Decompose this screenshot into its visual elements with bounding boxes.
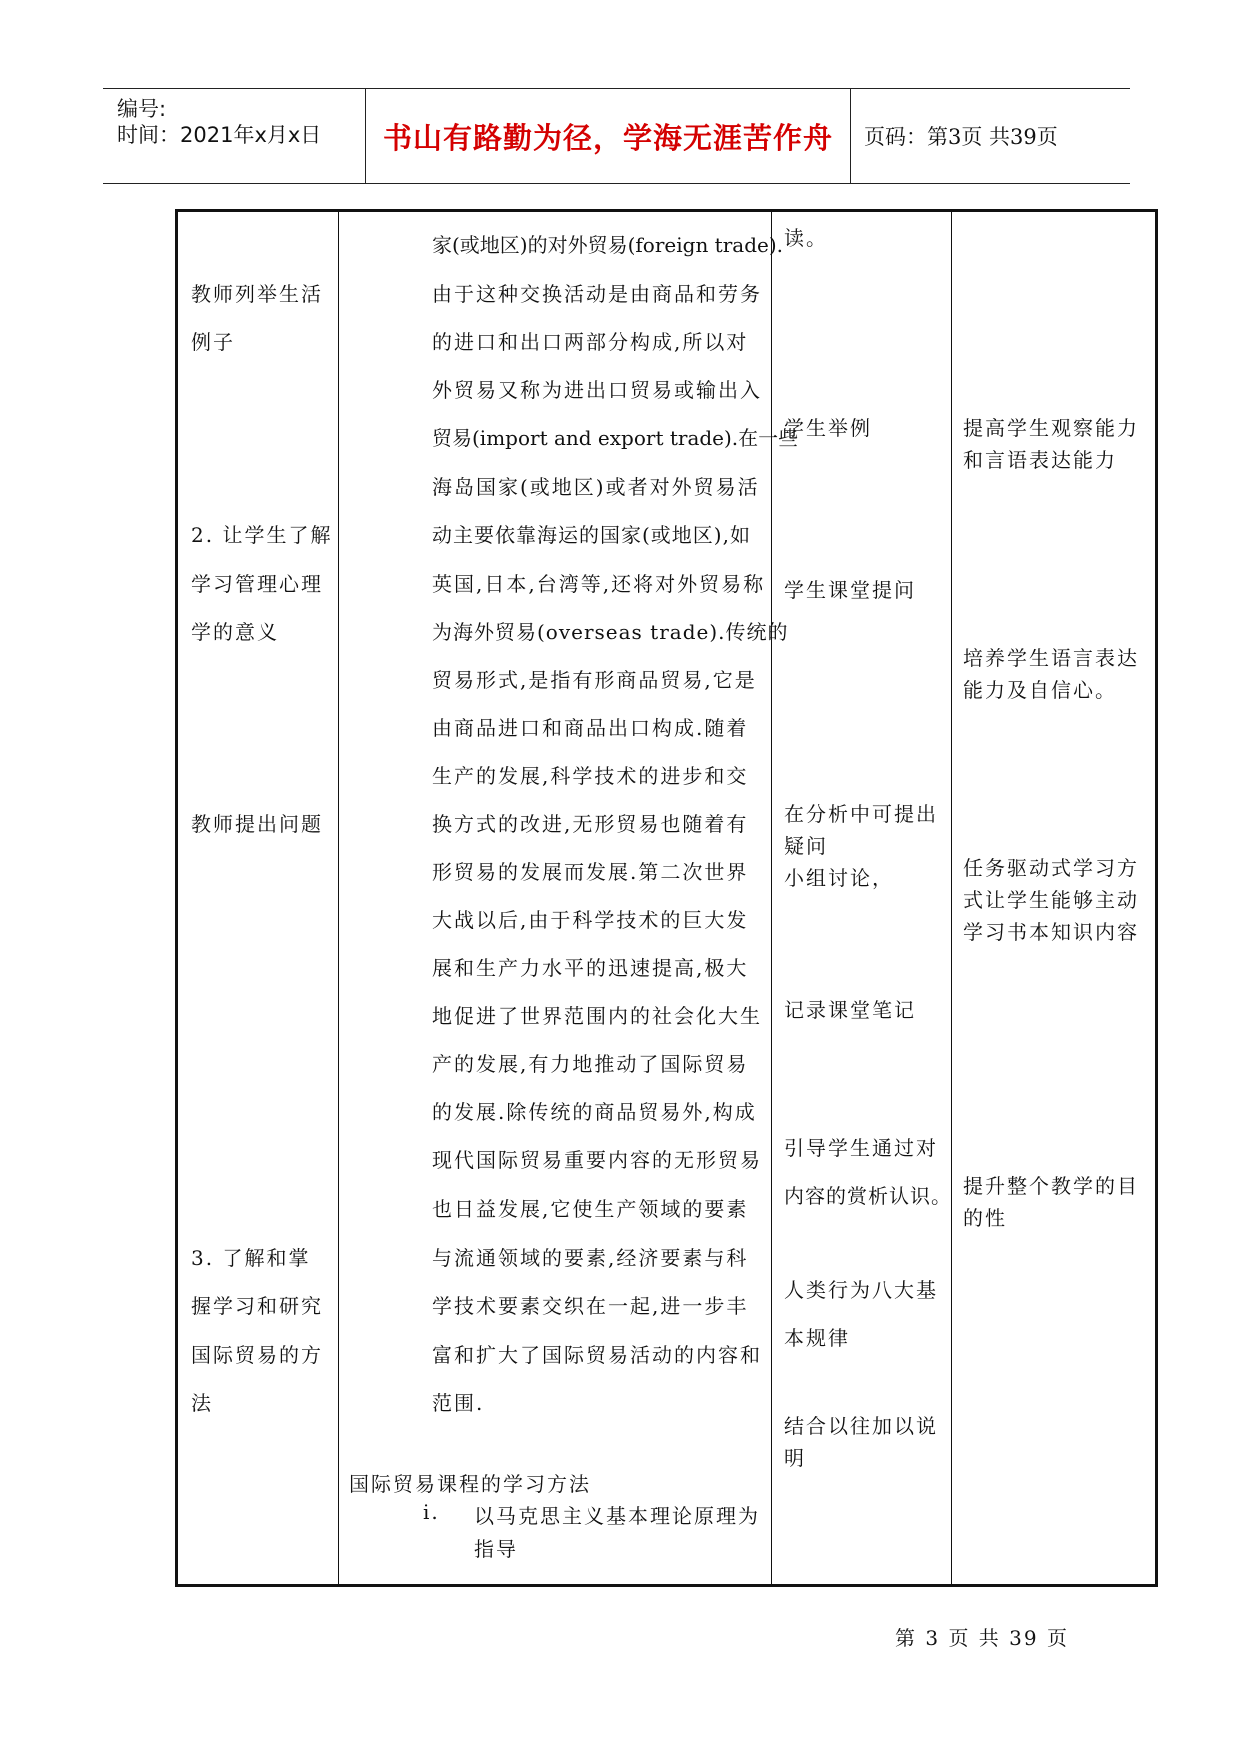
- content-line: 的发展.除传统的商品贸易外,构成: [432, 1100, 757, 1124]
- design-intent-line: 的性: [963, 1206, 1007, 1230]
- design-intent-line: 任务驱动式学习方: [963, 856, 1139, 880]
- teacher-activity-line: 3. 了解和掌: [191, 1246, 311, 1270]
- content-line: 生产的发展,科学技术的进步和交: [432, 764, 749, 788]
- content-line: 由商品进口和商品出口构成.随着: [432, 716, 749, 740]
- content-line: 为海外贸易(overseas trade).传统的: [432, 620, 789, 644]
- content-line: 现代国际贸易重要内容的无形贸易: [432, 1148, 762, 1172]
- page-footer: 第 3 页 共 39 页: [895, 1626, 1069, 1650]
- list-item: 指导: [474, 1537, 518, 1561]
- content-line: 学技术要素交织在一起,进一步丰: [432, 1294, 749, 1318]
- student-activity-line: 明: [784, 1446, 806, 1470]
- lesson-table: [175, 209, 1158, 1587]
- content-line: 贸易(import and export trade).在一些: [432, 426, 799, 450]
- motto: 书山有路勤为径，学海无涯苦作舟: [382, 120, 833, 155]
- teacher-activity-line: 法: [191, 1391, 213, 1415]
- design-intent-line: 能力及自信心。: [963, 678, 1117, 702]
- content-line: 范围.: [432, 1391, 485, 1415]
- content-line: 的进口和出口两部分构成,所以对: [432, 330, 749, 354]
- content-line: 英国,日本,台湾等,还将对外贸易称: [432, 572, 766, 596]
- time-label: 时间：2021年x月x日: [117, 123, 322, 147]
- design-intent-line: 和言语表达能力: [963, 448, 1117, 472]
- student-activity-line: 学生课堂提问: [784, 578, 916, 602]
- content-line: 外贸易又称为进出口贸易或输出入: [432, 378, 762, 402]
- list-marker: i.: [423, 1500, 440, 1524]
- teacher-activity-line: 学习管理心理: [191, 572, 323, 596]
- student-activity-line: 结合以往加以说: [784, 1414, 938, 1438]
- section-heading: 国际贸易课程的学习方法: [349, 1472, 591, 1496]
- column-divider: [951, 212, 952, 1584]
- student-activity-line: 记录课堂笔记: [784, 998, 916, 1022]
- page-header: [103, 88, 1130, 184]
- teacher-activity-line: 学的意义: [191, 620, 279, 644]
- student-activity-line: 引导学生通过对: [784, 1136, 938, 1160]
- student-activity-line: 读。: [784, 226, 828, 250]
- list-item: 以马克思主义基本理论原理为: [474, 1504, 760, 1528]
- header-motto-cell: [365, 89, 851, 183]
- student-activity-line: 小组讨论，: [784, 866, 894, 890]
- header-info-cell: [103, 89, 365, 183]
- student-activity-line: 学生举例: [784, 416, 872, 440]
- header-page-cell: [850, 89, 1130, 183]
- teacher-activity-line: 2. 让学生了解: [191, 523, 333, 547]
- student-activity-line: 人类行为八大基: [784, 1278, 938, 1302]
- content-line: 也日益发展,它使生产领域的要素: [432, 1197, 749, 1221]
- number-label: 编号:: [117, 97, 167, 121]
- content-line: 与流通领域的要素,经济要素与科: [432, 1246, 749, 1270]
- content-line: 富和扩大了国际贸易活动的内容和: [432, 1343, 762, 1367]
- design-intent-line: 提升整个教学的目: [963, 1174, 1139, 1198]
- content-line: 换方式的改进,无形贸易也随着有: [432, 812, 749, 836]
- design-intent-line: 培养学生语言表达: [963, 646, 1139, 670]
- student-activity-line: 内容的赏析认识。: [784, 1184, 952, 1208]
- design-intent-line: 学习书本知识内容: [963, 920, 1139, 944]
- teacher-activity-line: 教师提出问题: [191, 812, 323, 836]
- teacher-activity-line: 握学习和研究: [191, 1294, 323, 1318]
- page-label: 页码：第3页 共39页: [864, 125, 1058, 149]
- column-divider: [771, 212, 772, 1584]
- content-line: 动主要依靠海运的国家(或地区),如: [432, 523, 751, 547]
- content-line: 海岛国家(或地区)或者对外贸易活: [432, 475, 760, 499]
- teacher-activity-line: 例子: [191, 330, 235, 354]
- content-line: 展和生产力水平的迅速提高,极大: [432, 956, 749, 980]
- content-line: 贸易形式,是指有形商品贸易,它是: [432, 668, 757, 692]
- content-line: 家(或地区)的对外贸易(foreign trade).: [432, 233, 784, 257]
- content-line: 大战以后,由于科学技术的巨大发: [432, 908, 749, 932]
- design-intent-line: 提高学生观察能力: [963, 416, 1139, 440]
- content-line: 地促进了世界范围内的社会化大生: [432, 1004, 762, 1028]
- student-activity-line: 在分析中可提出: [784, 802, 938, 826]
- teacher-activity-line: 教师列举生活: [191, 282, 323, 306]
- student-activity-line: 本规律: [784, 1326, 850, 1350]
- teacher-activity-line: 国际贸易的方: [191, 1343, 323, 1367]
- content-line: 形贸易的发展而发展.第二次世界: [432, 860, 749, 884]
- content-line: 产的发展,有力地推动了国际贸易: [432, 1052, 749, 1076]
- content-line: 由于这种交换活动是由商品和劳务: [432, 282, 762, 306]
- column-divider: [338, 212, 339, 1584]
- student-activity-line: 疑问: [784, 834, 828, 858]
- design-intent-line: 式让学生能够主动: [963, 888, 1139, 912]
